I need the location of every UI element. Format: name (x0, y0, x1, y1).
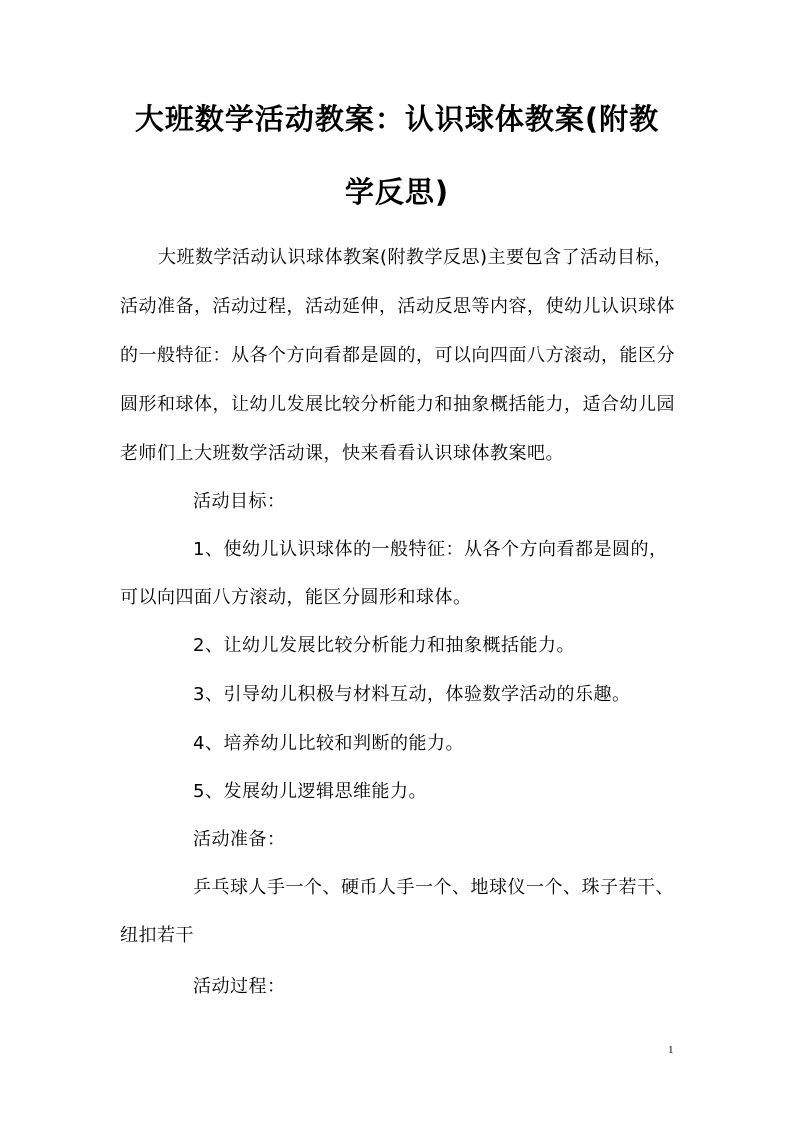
page-number: 1 (668, 1044, 674, 1056)
goals-heading: 活动目标： (193, 491, 286, 512)
preparation-line-2: 纽扣若干 (120, 925, 194, 946)
process-heading: 活动过程： (193, 976, 286, 997)
document-title-line-1: 大班数学活动教案：认识球体教案(附教 (134, 102, 660, 136)
preparation-line-1: 乒乓球人手一个、硬币人手一个、地球仪一个、珠子若干、 (193, 877, 674, 898)
goal-4: 4、培养幼儿比较和判断的能力。 (193, 733, 464, 754)
intro-paragraph-line-2: 活动准备，活动过程，活动延伸，活动反思等内容，使幼儿认识球体 (120, 296, 675, 317)
intro-paragraph-line-4: 圆形和球体，让幼儿发展比较分析能力和抽象概括能力，适合幼儿园 (120, 394, 675, 415)
preparation-heading: 活动准备： (193, 829, 286, 850)
document-title-line-2: 学反思) (344, 175, 450, 209)
intro-paragraph-line-1: 大班数学活动认识球体教案(附教学反思)主要包含了活动目标， (158, 247, 673, 268)
goal-2: 2、让幼儿发展比较分析能力和抽象概括能力。 (193, 635, 575, 656)
goal-5: 5、发展幼儿逻辑思维能力。 (193, 781, 427, 802)
goal-1-line-1: 1、使幼儿认识球体的一般特征：从各个方向看都是圆的， (193, 539, 668, 560)
goal-3: 3、引导幼儿积极与材料互动，体验数学活动的乐趣。 (193, 684, 631, 705)
goal-1-line-2: 可以向四面八方滚动，能区分圆形和球体。 (120, 587, 472, 608)
intro-paragraph-line-3: 的一般特征：从各个方向看都是圆的，可以向四面八方滚动，能区分 (120, 345, 675, 366)
intro-paragraph-line-5: 老师们上大班数学活动课，快来看看认识球体教案吧。 (120, 443, 564, 464)
